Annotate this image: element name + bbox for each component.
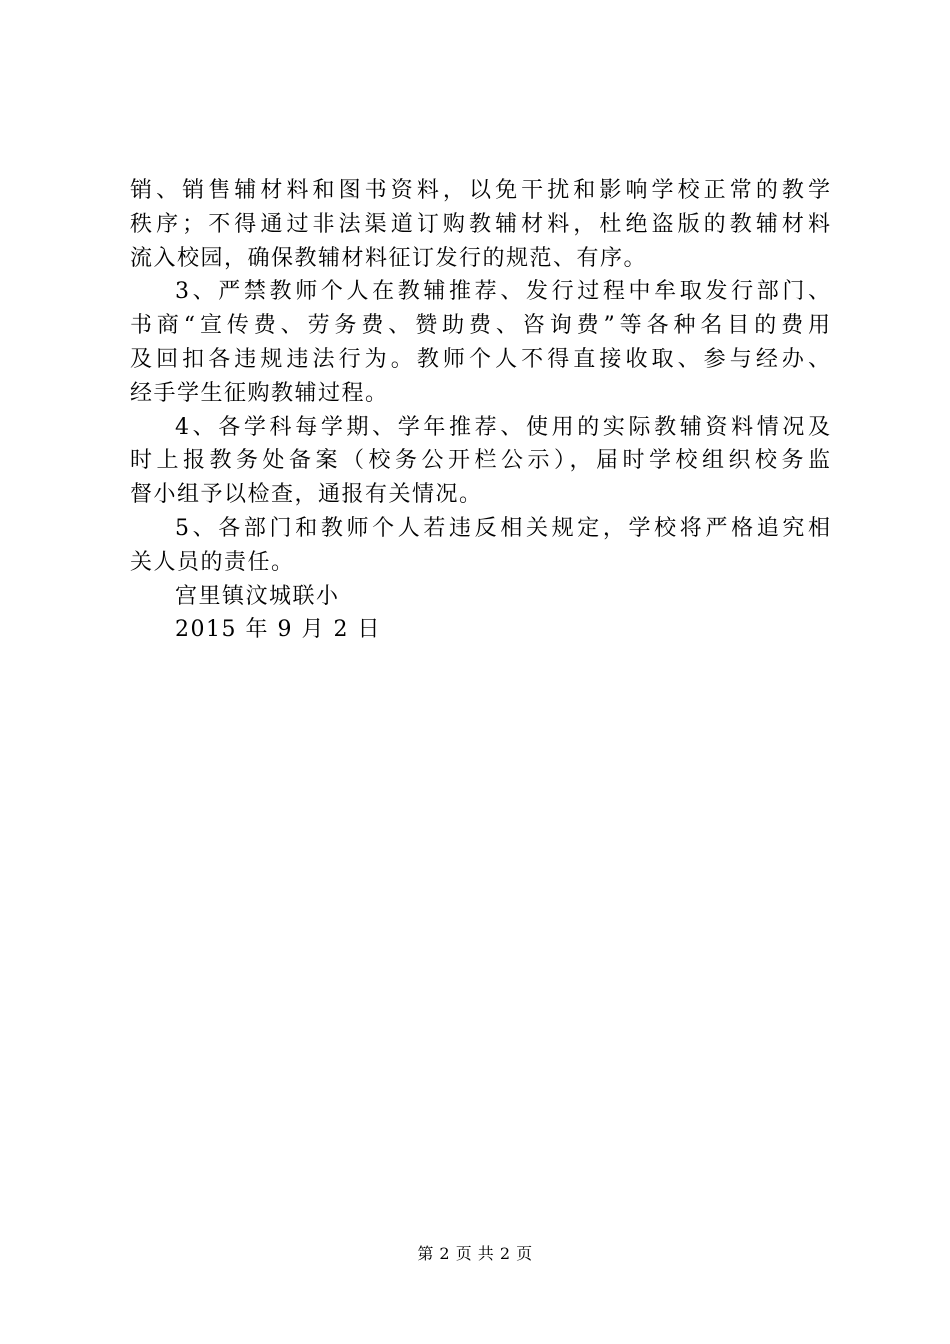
- text-line: 时上报教务处备案（校务公开栏公示），届时学校组织校务监: [130, 448, 830, 474]
- text-line: 4、各学科每学期、学年推荐、使用的实际教辅资料情况及: [175, 414, 830, 440]
- document-body: [130, 174, 830, 647]
- signature-organization: 宫里镇汶城联小: [175, 583, 340, 609]
- page-number-footer: 第 2 页 共 2 页: [417, 1244, 533, 1263]
- text-line: 督小组予以检查，通报有关情况。: [130, 482, 483, 508]
- text-line: 经手学生征购教辅过程。: [130, 380, 389, 406]
- text-line: 流入校园，确保教辅材料征订发行的规范、有序。: [130, 245, 648, 271]
- text-line: 5、各部门和教师个人若违反相关规定，学校将严格追究相: [175, 515, 830, 541]
- text-line: 秩序；不得通过非法渠道订购教辅材料，杜绝盗版的教辅材料: [130, 211, 830, 237]
- text-line: 及回扣各违规违法行为。教师个人不得直接收取、参与经办、: [130, 346, 830, 372]
- signature-date: 2015 年 9 月 2 日: [175, 617, 381, 643]
- text-line: 关人员的责任。: [130, 549, 295, 575]
- text-line: 3、严禁教师个人在教辅推荐、发行过程中牟取发行部门、: [175, 279, 830, 305]
- text-line: 书商“宣传费、劳务费、赞助费、咨询费”等各种名目的费用: [130, 313, 830, 339]
- text-line: 销、销售辅材料和图书资料，以免干扰和影响学校正常的教学: [130, 178, 830, 203]
